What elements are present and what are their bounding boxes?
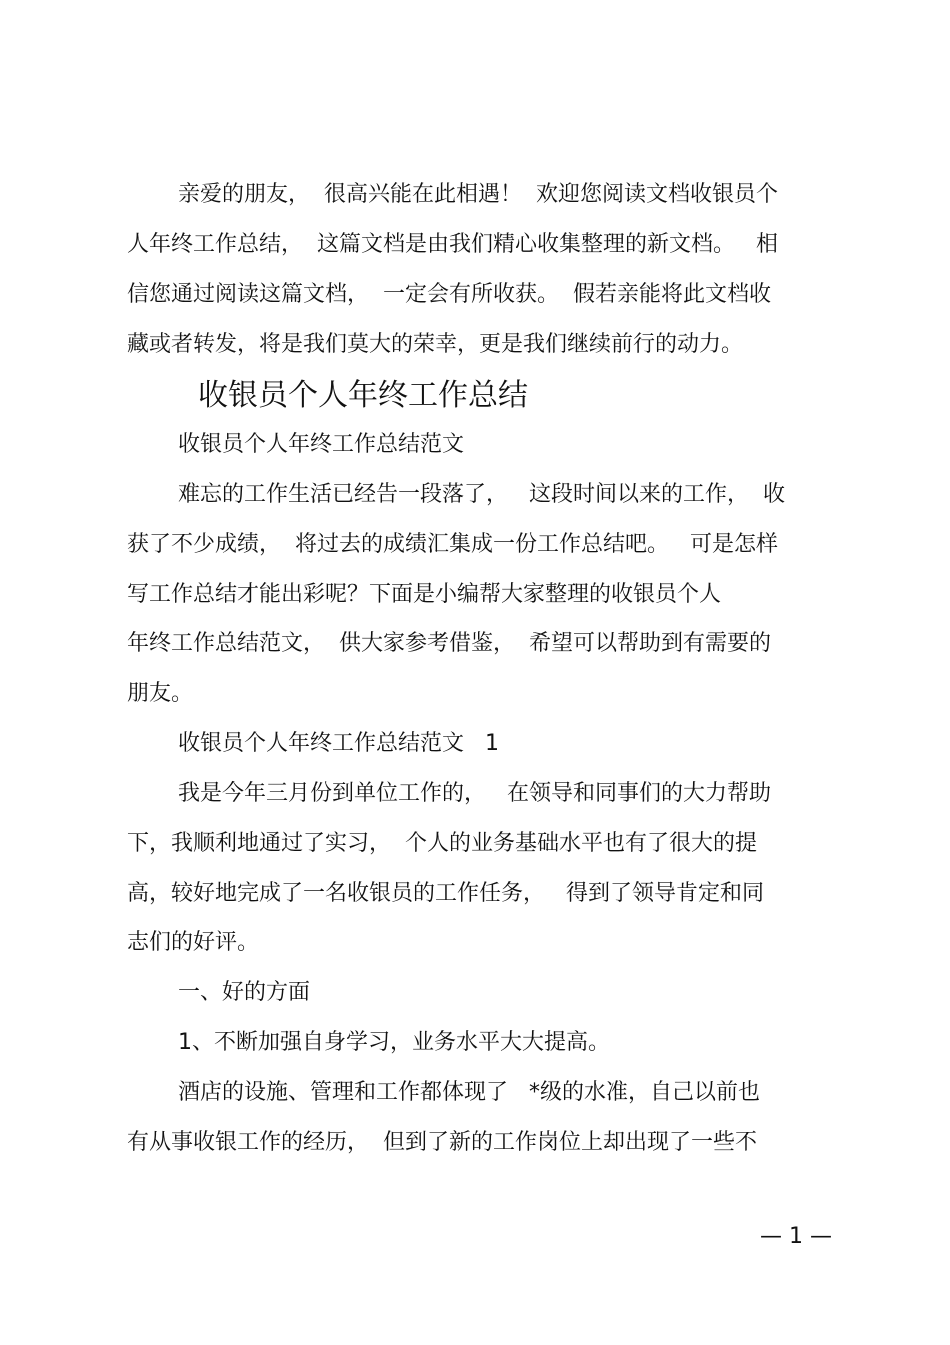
body-line: 有从事收银工作的经历， 但到了新的工作岗位上却出现了一些不 [127, 1130, 757, 1155]
body-line: 朋友。 [127, 681, 194, 706]
subsection-heading: 1、不断加强自身学习，业务水平大大提高。 [178, 1030, 610, 1055]
body-line: 酒店的设施、管理和工作都体现了 *级的水准，自己以前也 [178, 1080, 760, 1105]
page-number: — 1 — [760, 1224, 832, 1249]
body-line: 写工作总结才能出彩呢？下面是小编帮大家整理的收银员个人 [127, 582, 722, 607]
body-line: 下，我顺利地通过了实习， 个人的业务基础水平也有了很大的提 [127, 831, 757, 856]
body-line: 收银员个人年终工作总结范文 [178, 432, 465, 457]
document-title: 收银员个人年终工作总结 [198, 378, 528, 413]
body-line: 高，较好地完成了一名收银员的工作任务， 得到了领导肯定和同 [127, 881, 764, 906]
intro-line: 人年终工作总结， 这篇文档是由我们精心收集整理的新文档。 相 [127, 232, 778, 257]
intro-line: 信您通过阅读这篇文档， 一定会有所收获。 假若亲能将此文档收 [127, 282, 771, 307]
intro-line: 藏或者转发，将是我们莫大的荣幸，更是我们继续前行的动力。 [127, 332, 744, 357]
body-line: 我是今年三月份到单位工作的， 在领导和同事们的大力帮助 [178, 781, 771, 806]
subsection-heading: 一、好的方面 [178, 980, 311, 1005]
body-line: 难忘的工作生活已经告一段落了， 这段时间以来的工作， 收 [178, 482, 785, 507]
body-line: 获了不少成绩， 将过去的成绩汇集成一份工作总结吧。 可是怎样 [127, 532, 778, 557]
section-heading: 收银员个人年终工作总结范文 1 [178, 731, 499, 756]
intro-line: 亲爱的朋友， 很高兴能在此相遇！ 欢迎您阅读文档收银员个 [178, 182, 778, 207]
body-line: 志们的好评。 [127, 930, 260, 955]
body-line: 年终工作总结范文， 供大家参考借鉴， 希望可以帮助到有需要的 [127, 631, 771, 656]
